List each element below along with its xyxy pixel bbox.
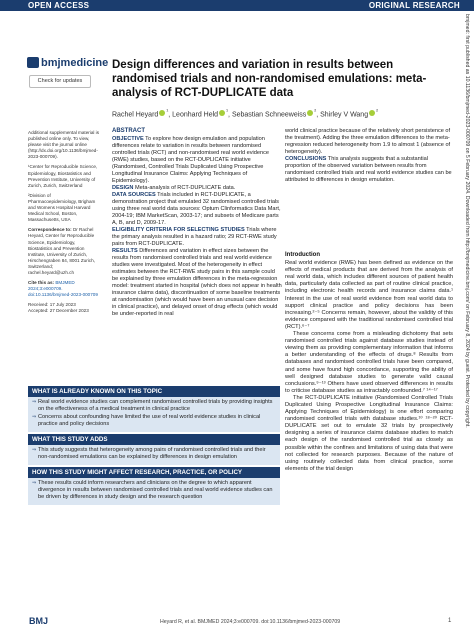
abstract-design — [112, 185, 282, 192]
design-label: DESIGN — [112, 185, 134, 191]
design-text: Meta-analysis of RCT-DUPLICATE data. — [135, 185, 236, 191]
journal-name: bmjmedicine — [41, 57, 109, 69]
citation-link[interactable]: BMJMED 2024;3:e000709. doi:10.1136/bmjmed-2023-000709 — [28, 280, 98, 298]
article-info-column — [28, 130, 100, 319]
impact-item: ⇒ These results could inform researchers and clinicians on the degree to which apparent divergence in results between randomised controlled trials and real world evidence studies can be driven by differences in study design and the research question — [32, 480, 276, 501]
citation — [28, 280, 100, 298]
eligibility-text: Trials where the primary analysis resulted in a hazard ratio; 29 RCT-RWE study pairs from RCT-DUPLICATE. — [112, 227, 277, 247]
conclusions-text: This analysis suggests that a substantial proportion of the observed variation between results from randomised controlled trials and real world evidence studies can be attributed to differences in design emulation. — [285, 156, 452, 183]
citation-label: Cite this as: — [28, 280, 55, 286]
open-access-label: OPEN ACCESS — [28, 1, 90, 10]
bmj-logo-icon — [27, 57, 39, 68]
abstract-objective — [112, 136, 282, 185]
side-download-text: bmjmed: first published as 10.1136/bmjmed-2023-000709 on 5 February 2024. Downloaded from http://bmjmedicine.bmj.com/ on February 8, 2024 by guest. Protected by copyright. — [464, 14, 470, 428]
intro-heading: Introduction — [285, 252, 320, 258]
results-label: RESULTS — [112, 248, 138, 254]
adds-heading: WHAT THIS STUDY ADDS — [28, 434, 280, 445]
objective-label: OBJECTIVE — [112, 136, 144, 142]
footer-citation: Heyard R, et al. BMJMED 2024;3:e000709. doi:10.1136/bmjmed-2023-000709 — [160, 619, 341, 625]
supplemental-note: Additional supplemental material is published online only. To view, please visit the journal online (http://dx.doi.org/10.1136/bmjmed-2023-000709). — [28, 130, 99, 160]
known-list — [28, 397, 280, 432]
results-continued: world clinical practice because of the relatively short persistence of the treatment). Adding the three emulation differences to the meta-regression reduced heterogeneity from 1.9 to almost 1 (absence of heterogeneity). — [285, 128, 451, 155]
known-item: ⇒ Real world evidence studies can complement randomised controlled trials by providing insights on the effectiveness of a medical treatment in clinical practice — [32, 399, 276, 413]
abstract-eligibility — [112, 227, 282, 248]
conclusions-label: CONCLUSIONS — [285, 156, 327, 162]
check-updates-button[interactable] — [29, 75, 91, 88]
sources-text: Trials included in RCT-DUPLICATE, a demonstration project that emulated 32 randomised controlled trials using three real world data sources: Optum Clinformatics Data Mart, 2004-19; IBM MarketScan, 2003-17; and subsets of Medicare parts A, B, and D, 2009-17. — [112, 192, 281, 226]
intro-paragraph-1: Real world evidence (RWE) has been defined as evidence on the effects of medical products that are derived from the analysis of real world data, which includes different sources of patient health data, particularly data collected as part of routine clinical practice, including electronic health records and insurance claims data.¹ Interest in the use of real world evidence from real world data to support clinical practice and policy decisions has been increasing.²⁻⁵ Concerns remain, however, about the validity of this evidence compared with the traditional randomised controlled trial (RCT).⁶⁻⁷ — [285, 260, 453, 330]
abstract-heading: ABSTRACT — [112, 128, 145, 134]
known-heading: WHAT IS ALREADY KNOWN ON THIS TOPIC — [28, 386, 280, 397]
impact-heading: HOW THIS STUDY MIGHT AFFECT RESEARCH, PRACTICE, OR POLICY — [28, 467, 280, 478]
affiliation-2: ²Division of Pharmacoepidemiology, Brigham and Womens Hospital Harvard Medical School, Boston, Massachusetts, USA — [28, 192, 96, 223]
author-affil: ² — [376, 109, 379, 115]
page-footer — [0, 616, 474, 630]
abstract-continued — [285, 128, 453, 184]
page-number: 1 — [448, 618, 452, 624]
top-banner — [0, 0, 474, 11]
correspondence-text: Dr Rachel Heyard, Center for Reproducible Science, Epidemiology, Biostatistics and Prevention Institute, University of Zurich, Hirschengraben 84, 8001 Zurich, Switzerland; rachel.heyard@uzh.ch — [28, 227, 95, 275]
author-name[interactable]: Shirley V Wang — [320, 111, 369, 119]
article-type-label: ORIGINAL RESEARCH — [368, 1, 460, 10]
correspondence — [28, 227, 100, 276]
affiliation-1: ¹Center for Reproducible Science, Epidemiology, Biostatistics and Prevention Institute, University of Zurich, Zurich, Switzerland — [28, 164, 98, 188]
abstract-sources — [112, 192, 282, 227]
impact-list — [28, 478, 280, 505]
author-affil: ¹ — [166, 109, 169, 115]
side-watermark — [462, 14, 474, 614]
accepted-date: Accepted: 27 December 2023 — [28, 308, 89, 314]
author-name[interactable]: Sebastian Schneeweiss — [231, 111, 307, 119]
received-date: Received: 17 July 2023 — [28, 302, 76, 308]
adds-item: ⇒ This study suggests that heterogeneity among pairs of randomised controlled trials and their non-randomised emulations can be explained by differences in design emulation — [32, 447, 276, 461]
article-title: Design differences and variation in results between randomised trials and non-randomised emulations: meta-analysis of RCT-DUPLICATE data — [112, 59, 427, 99]
author-name[interactable]: Leonhard Held — [172, 111, 219, 119]
abstract-conclusions — [285, 156, 453, 184]
author-name[interactable]: Rachel Heyard — [112, 111, 159, 119]
results-text: Differences and variation in effect sizes between the results from randomised controlled trials and real world evidence studies were investigated. Most of the heterogeneity in effect estimates between the RCT-RWE study pairs in this sample could be explained by three emulation differences in the meta-regression model: treatment started in hospital (which does not appear in health insurance claims data), discontinuation of some baseline treatments at randomisation (which would have been an unusual care decision in clinical practice), and delayed onset of drug effects (which would be under-reported in real — [112, 248, 282, 317]
intro-paragraph-2: These concerns come from a misleading dichotomy that sets randomised controlled trials against database studies instead of viewing them as providing complementary information that informs a better understanding of the effects of drugs.⁸ Results from databases and randomised controlled trials have been compared, and some have found high concordance, supporting the ability of well designed database studies to generate valid causal conclusions.⁹⁻¹³ Others have used observed differences in results to criticise database studies as intractably confounded.⁷ ¹⁴⁻¹⁷ — [285, 331, 453, 394]
abstract-results — [112, 248, 282, 318]
adds-list — [28, 445, 280, 465]
introduction-section — [285, 252, 453, 473]
check-updates-label: Check for updates — [37, 78, 83, 84]
orcid-icon[interactable] — [159, 110, 165, 116]
summary-box — [28, 384, 280, 505]
author-list: Rachel Heyard $^{^1}$, Leonhard Held $^{^1}$, Sebastian Schneeweiss $^{^2}$, Shirley V Wang $^{^2}$ — [112, 109, 379, 119]
intro-paragraph-3: The RCT-DUPLICATE initiative (Randomised Controlled Trials Duplicated Using Prospective Longitudinal Insurance Claims: Applying Techniques of Epidemiology) is one effort comparing randomised controlled trials with database studies.¹⁰ ¹⁸⁻²⁰ RCT-DUPLICATE set out to emulate 32 trials by prospectively designing a series of insurance claims database studies to match each design of the randomised controlled trial as closely as possible within the confines and limitations of using data that were not collected for research purposes. Because of the nature of using routinely collected data from clinical practice, some elements of the trial design — [285, 394, 453, 472]
footer-logo: BMJ — [29, 616, 49, 626]
sources-label: DATA SOURCES — [112, 192, 156, 198]
orcid-icon[interactable] — [307, 110, 313, 116]
orcid-icon[interactable] — [219, 110, 225, 116]
orcid-icon[interactable] — [369, 110, 375, 116]
abstract — [112, 128, 282, 318]
eligibility-label: ELIGIBILITY CRITERIA FOR SELECTING STUDIES — [112, 227, 245, 233]
objective-text: To explore how design emulation and population differences relate to variation in results between randomised controlled trials (RCT) and non-randomised real world evidence (RWE) studies, based on the RCT-DUPLICATE initiative (Randomised, Controlled Trials Duplicated Using Prospective Longitudinal Insurance Claims: Applying Techniques of Epidemiology). — [112, 136, 270, 184]
known-item: ⇒ Concerns about confounding have limited the use of real world evidence studies in clinical practice and policy decisions — [32, 414, 276, 428]
journal-logo[interactable] — [27, 57, 108, 69]
correspondence-label: Correspondence to: — [28, 227, 72, 233]
author-affil: ¹ — [226, 109, 229, 115]
author-affil: ² — [314, 109, 317, 115]
